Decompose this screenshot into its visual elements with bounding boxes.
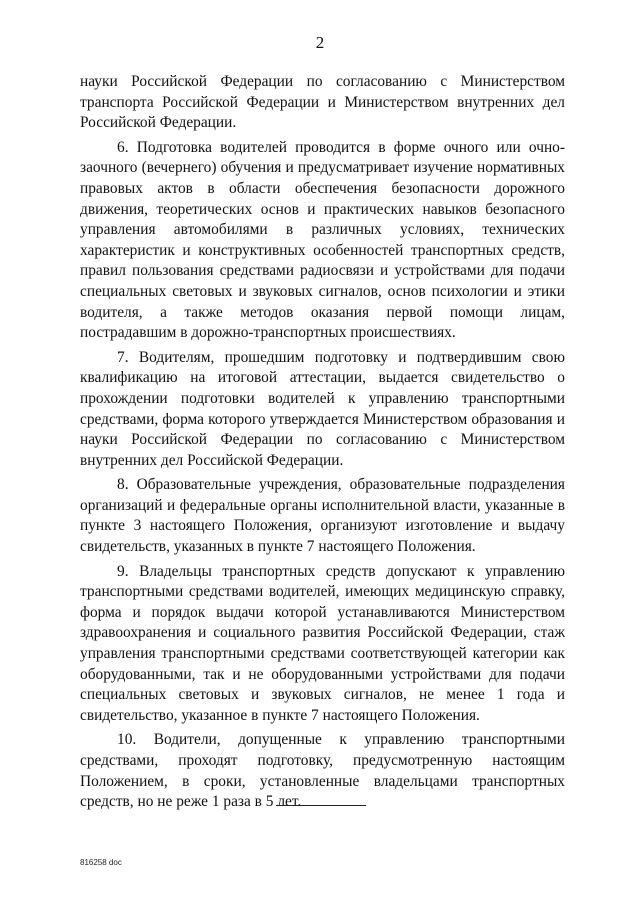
document-body [80,72,565,813]
paragraph-8: 8. Образовательные учреждения, образовательные подразделения организаций и федеральные органы исполнительной власти, указанные в пункте 3 настоящего Положения, организуют изготовление и выдачу свидетельств, указанных в пункте 7 настоящего Положения. [80,476,565,556]
paragraph-7: 7. Водителям, прошедшим подготовку и подтвердившим свою квалификацию на итоговой аттестации, выдается свидетельство о прохождении подготовки водителей к управлению транспортными средствами, форма которого утверждается Министерством образования и науки Российской Федерации по согласованию с Министерством внутренних дел Российской Федерации. [80,348,565,469]
paragraph-10: 10. Водители, допущенные к управлению транспортными средствами, проходят подготовку, предусмотренную настоящим Положением, в сроки, установленные владельцами транспортных средств, но не реже 1 раза в 5 лет. [80,731,565,811]
paragraph-6: 6. Подготовка водителей проводится в форме очного или очно-заочного (вечернего) обучения и предусматривает изучение нормативных правовых актов в области обеспечения безопасности дорожного движения, теоретических основ и практических навыков безопасного управления автомобилями в различных условиях, технических характеристик и конструктивных особенностей транспортных средств, правил пользования средствами радиосвязи и устройствами для подачи специальных световых и звуковых сигналов, основ психологии и этики водителя, а также методов оказания первой помощи лицам, пострадавшим в дорожно-транспортных происшествиях. [80,138,565,342]
paragraph-9: 9. Владельцы транспортных средств допускают к управлению транспортными средствами водителей, имеющих медицинскую справку, форма и порядок выдачи которой устанавливаются Министерством здравоохранения и социального развития Российской Федерации, стаж управления транспортными средствами соответствующей категории как оборудованными, так и не оборудованными устройствами для подачи специальных световых и звуковых сигналов, не менее 1 года и свидетельство, указанное в пункте 7 настоящего Положения. [80,562,565,724]
paragraph-continuation: науки Российской Федерации по согласованию с Министерством транспорта Российской Федерации и Министерством внутренних дел Российской Федерации. [80,73,565,132]
end-separator-line [276,805,366,806]
page-number: 2 [315,33,325,52]
document-file-reference: 816258 doc [80,858,122,867]
